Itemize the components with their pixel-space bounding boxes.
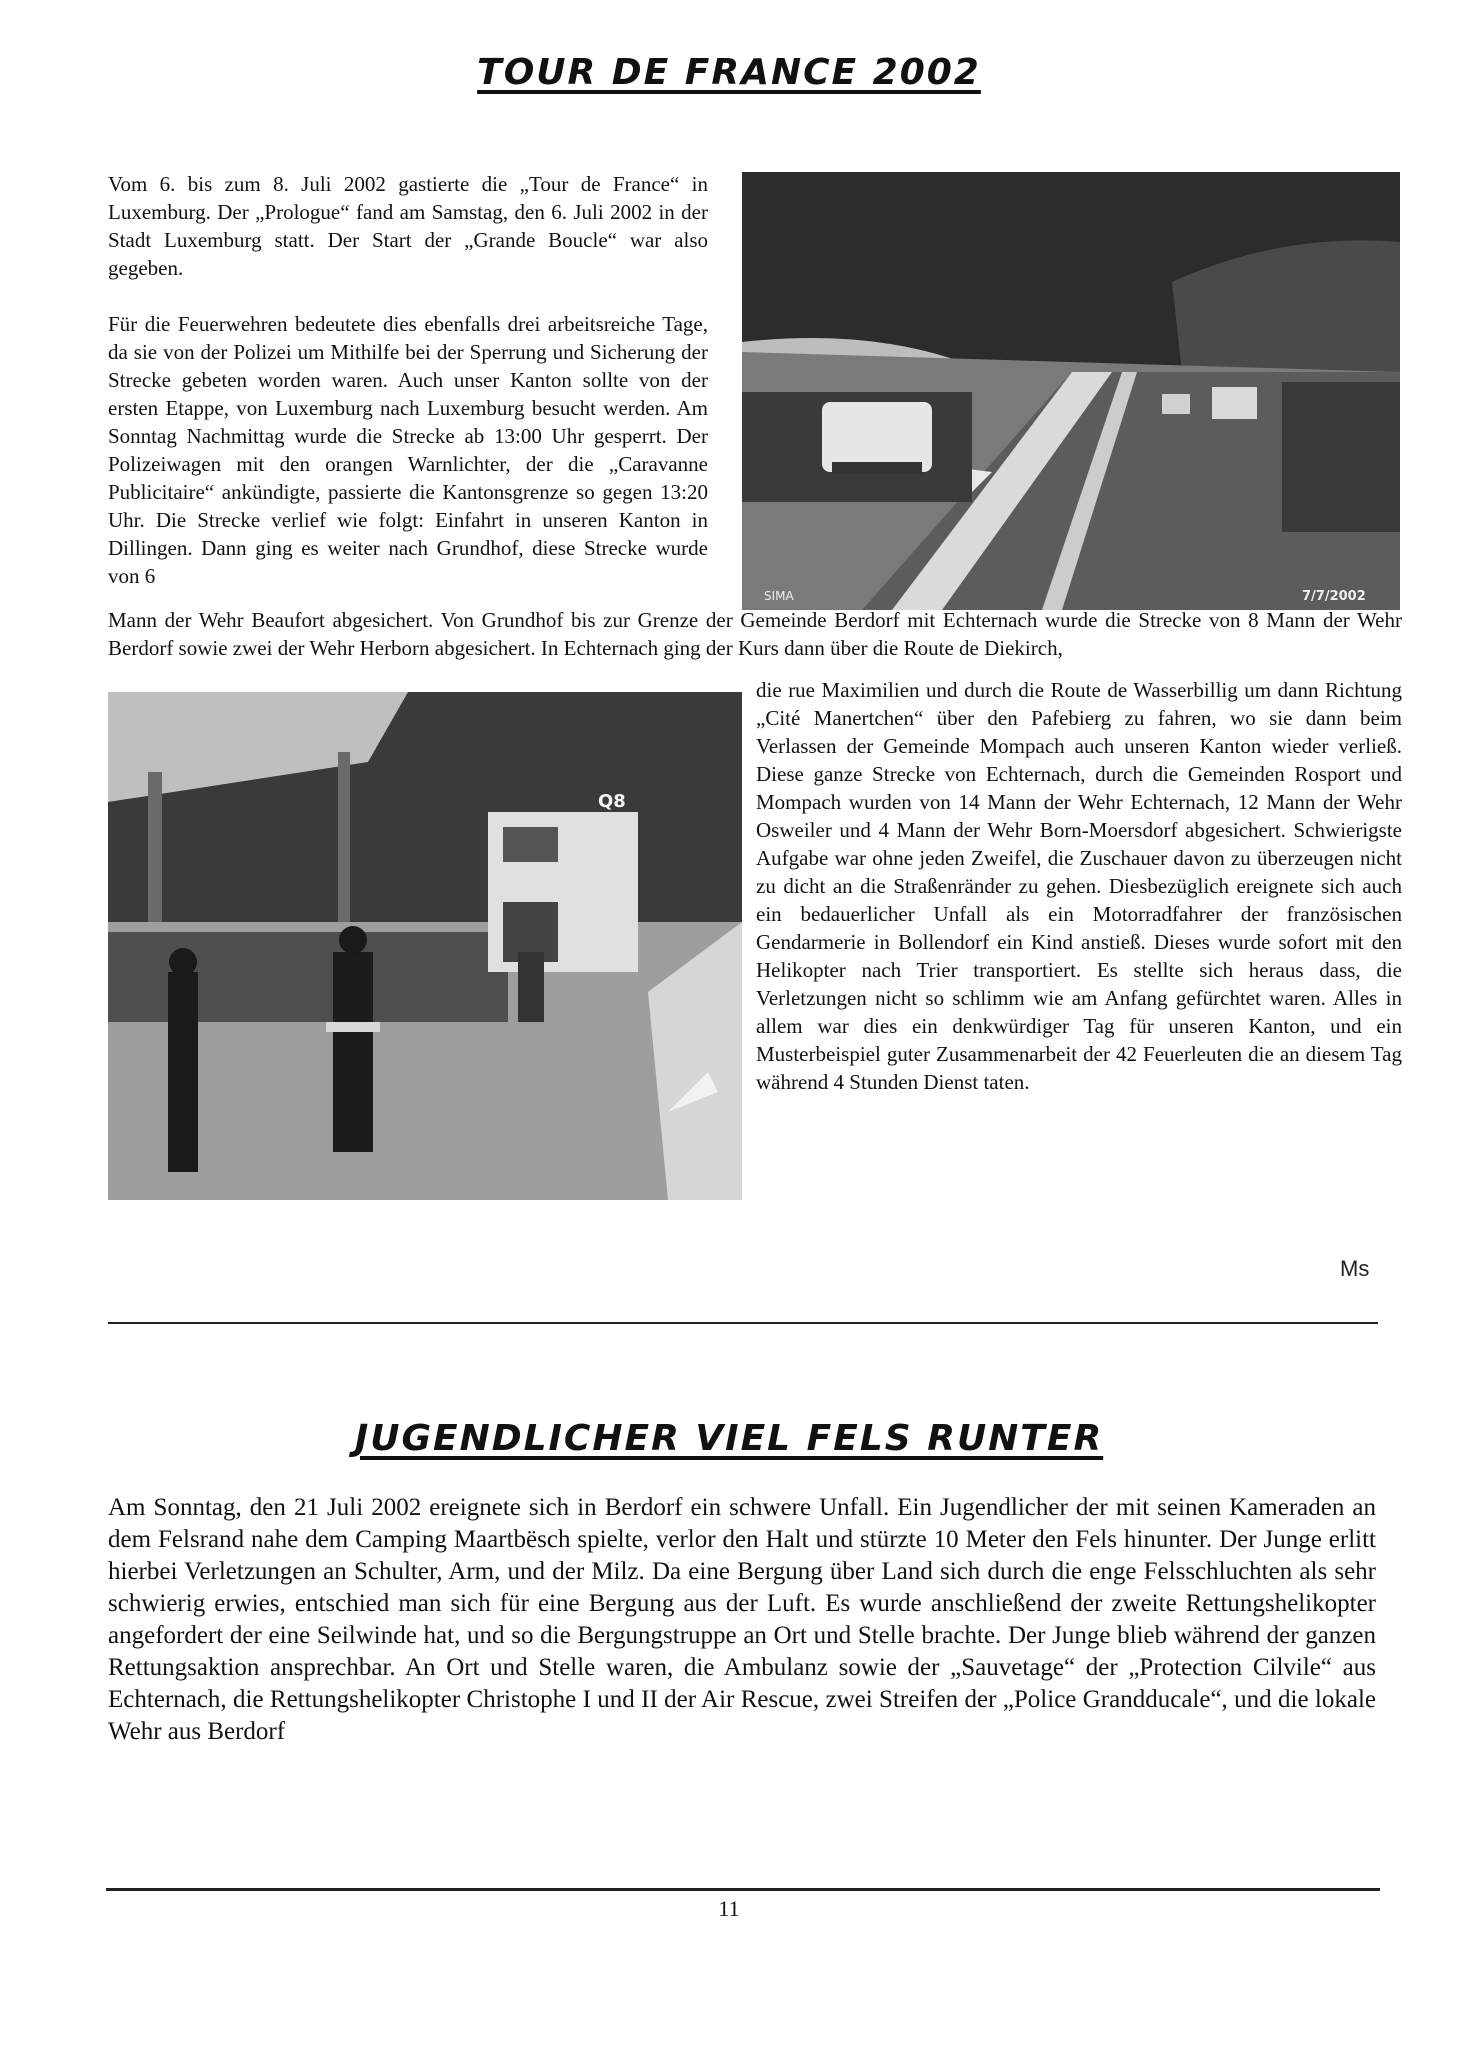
footer-divider — [106, 1888, 1380, 1891]
photo1-stamp-right: 7/7/2002 — [1302, 589, 1366, 604]
photo1-stamp-left: SIMA — [764, 589, 794, 603]
article1-paragraph-2: Für die Feuerwehren bedeutete dies ebenfalls drei arbeitsreiche Tage, da sie von der Polizei um Mithilfe bei der Sperrung und Sicherung der Strecke gebeten worden waren. Auch unser Kanton sollte von der ersten Etappe, von Luxemburg nach Luxemburg besucht werden. Am Sonntag Nachmittag wurde die Strecke ab 13:00 Uhr gesperrt. Der Polizeiwagen mit den orangen Warnlichter, der die „Caravanne Publicitaire“ ankündigte, passierte die Kantonsgrenze so gegen 13:20 Uhr. Die Strecke verlief wie folgt: Einfahrt in unseren Kanton in Dillingen. Dann ging es weiter nach Grundhof, diese Strecke wurde von 6 — [108, 312, 708, 588]
article1-paragraph-3: Mann der Wehr Beaufort abgesichert. Von Grundhof bis zur Grenze der Gemeinde Berdorf mit Echternach wurde die Strecke von 8 Mann der Wehr Berdorf sowie zwei der Wehr Herborn abgesichert. In Echternach ging der Kurs dann über die Route de Diekirch, — [108, 608, 1402, 660]
article1-paragraph-1: Vom 6. bis zum 8. Juli 2002 gastierte die „Tour de France“ in Luxemburg. Der „Prologue“ fand am Samstag, den 6. Juli 2002 in der Stadt Luxemburg statt. Der Start der „Grande Boucle“ war also gegeben. — [108, 172, 708, 280]
photo-firemen-station — [108, 692, 742, 1200]
article-title-jugendlicher: JUGENDLICHER VIEL FELS RUNTER — [354, 1418, 1104, 1459]
article1-author: Ms — [1340, 1256, 1370, 1281]
article1-paragraph-4: die rue Maximilien und durch die Route de Wasserbillig um dann Richtung „Cité Manertchen“ über den Pafebierg zu fahren, wo sie dann beim Verlassen der Gemeinde Mompach auch unseren Kanton wieder verließ. Diese ganze Strecke von Echternach, durch die Gemeinden Rosport und Mompach wurden von 14 Mann der Wehr Echternach, 12 Mann der Wehr Osweiler und 4 Mann der Wehr Born-Moersdorf abgesichert. Schwierigste Aufgabe war ohne jeden Zweifel, die Zuschauer davon zu überzeugen nicht zu dicht an die Straßenränder zu gehen. Diesbezüglich ereignete sich auch ein bedauerlicher Unfall als ein Motorradfahrer der französischen Gendarmerie in Bollendorf ein Kind anstieß. Dieses wurde sofort mit den Helikopter nach Trier transportiert. Es stellte sich heraus dass, die Verletzungen nicht so schlimm wie am Anfang gefürchtet waren. Alles in allem war dies ein denkwürdiger Tag für unseren Kanton, und ein Musterbeispiel guter Zusammenarbeit der 42 Feuerleuten die an diesem Tag während 4 Stunden Dienst taten. — [756, 678, 1402, 1094]
photo-caravan-road — [742, 172, 1400, 610]
section-divider — [108, 1322, 1378, 1324]
page-number: 11 — [718, 1896, 740, 1921]
article2-body: Am Sonntag, den 21 Juli 2002 ereignete sich in Berdorf ein schwere Unfall. Ein Jugendlicher der mit seinen Kameraden an dem Felsrand nahe dem Camping Maartbësch spielte, verlor den Halt und stürzte 10 Meter den Fels hinunter. Der Junge erlitt hierbei Verletzungen an Schulter, Arm, und der Milz. Da eine Bergung über Land sich durch die enge Felsschluchten als sehr schwierig erwies, entschied man sich für eine Bergung aus der Luft. Es wurde anschließend der zweite Rettungshelikopter angefordert der eine Seilwinde hat, und so die Bergungstruppe an Ort und Stelle brachte. Der Junge blieb während der ganzen Rettungsaktion ansprechbar. An Ort und Stelle waren, die Ambulanz sowie der „Sauvetage“ der „Protection Cilvile“ aus Echternach, die Rettungshelikopter Christophe I und II der Air Rescue, zwei Streifen der „Police Grandducale“, und die lokale Wehr aus Berdorf — [108, 1494, 1376, 1745]
photo2-sign: Q8 — [598, 791, 626, 812]
article-title-tour-de-france: TOUR DE FRANCE 2002 — [477, 52, 981, 93]
